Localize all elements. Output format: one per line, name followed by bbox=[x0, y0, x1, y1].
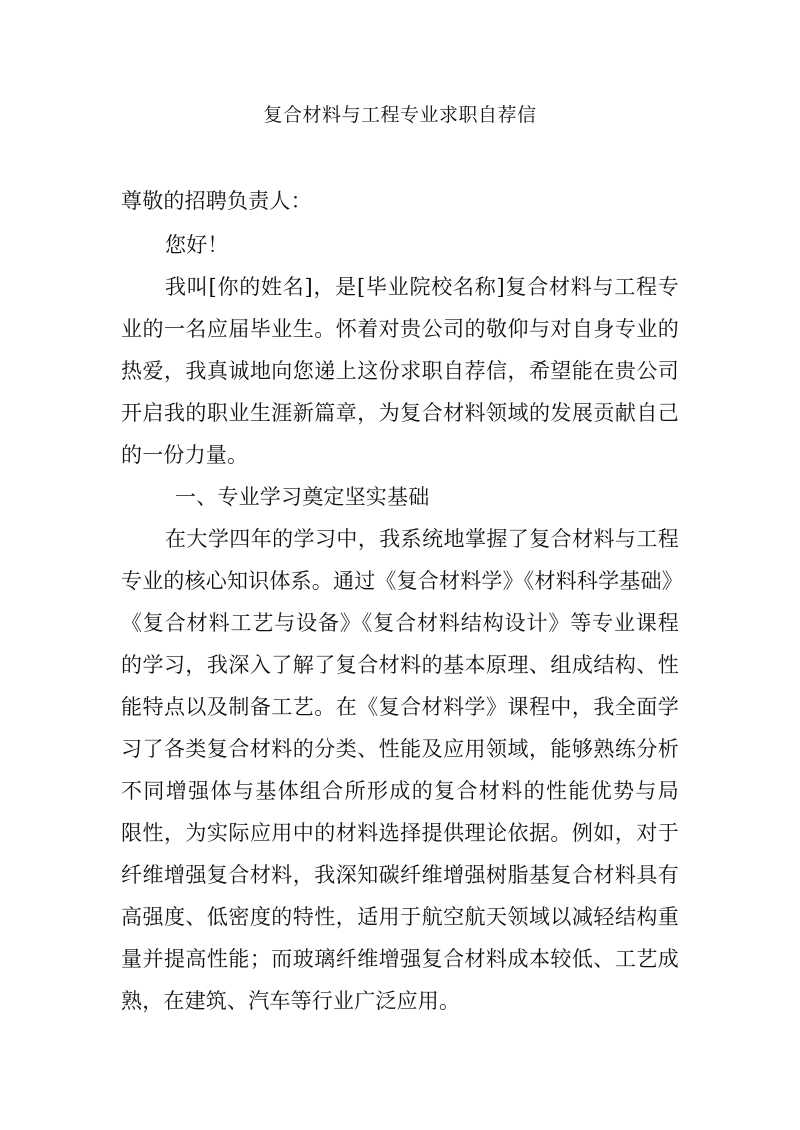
section-1-line-9: 纤维增强复合材料，我深知碳纤维增强树脂基复合材料具有 bbox=[121, 863, 679, 887]
section-1-line-6: 习了各类复合材料的分类、性能及应用领域，能够熟练分析 bbox=[121, 737, 679, 761]
section-1-line-10: 高强度、低密度的特性，适用于航空航天领域以减轻结构重 bbox=[121, 905, 679, 929]
intro-line-4: 开启我的职业生涯新篇章，为复合材料领域的发展贡献自己 bbox=[121, 401, 679, 425]
section-1-line-3: 《复合材料工艺与设备》《复合材料结构设计》等专业课程 bbox=[121, 611, 679, 635]
section-1-line-5: 能特点以及制备工艺。在《复合材料学》课程中，我全面学 bbox=[121, 695, 679, 719]
section-1-line-8: 限性，为实际应用中的材料选择提供理论依据。例如，对于 bbox=[121, 821, 679, 845]
letter-title: 复合材料与工程专业求职自荐信 bbox=[263, 104, 537, 126]
intro-line-2: 业的一名应届毕业生。怀着对贵公司的敬仰与对自身专业的 bbox=[121, 317, 679, 341]
section-1-line-1: 在大学四年的学习中，我系统地掌握了复合材料与工程 bbox=[165, 527, 679, 551]
section-1-line-4: 的学习，我深入了解了复合材料的基本原理、组成结构、性 bbox=[121, 653, 679, 677]
section-1-line-11: 量并提高性能；而玻璃纤维增强复合材料成本较低、工艺成 bbox=[121, 947, 679, 971]
section-1-heading: 一、专业学习奠定坚实基础 bbox=[175, 485, 430, 509]
greeting: 您好！ bbox=[165, 233, 229, 257]
section-1-line-7: 不同增强体与基体组合所形成的复合材料的性能优势与局 bbox=[121, 779, 679, 803]
intro-line-3: 热爱，我真诚地向您递上这份求职自荐信，希望能在贵公司 bbox=[121, 359, 679, 383]
intro-line-1: 我叫[你的姓名]，是[毕业院校名称]复合材料与工程专 bbox=[165, 275, 679, 299]
intro-line-5: 的一份力量。 bbox=[121, 443, 249, 467]
section-1-line-2: 专业的核心知识体系。通过《复合材料学》《材料科学基础》 bbox=[121, 569, 683, 593]
section-1-line-12: 熟，在建筑、汽车等行业广泛应用。 bbox=[121, 989, 461, 1013]
salutation: 尊敬的招聘负责人： bbox=[121, 189, 312, 213]
